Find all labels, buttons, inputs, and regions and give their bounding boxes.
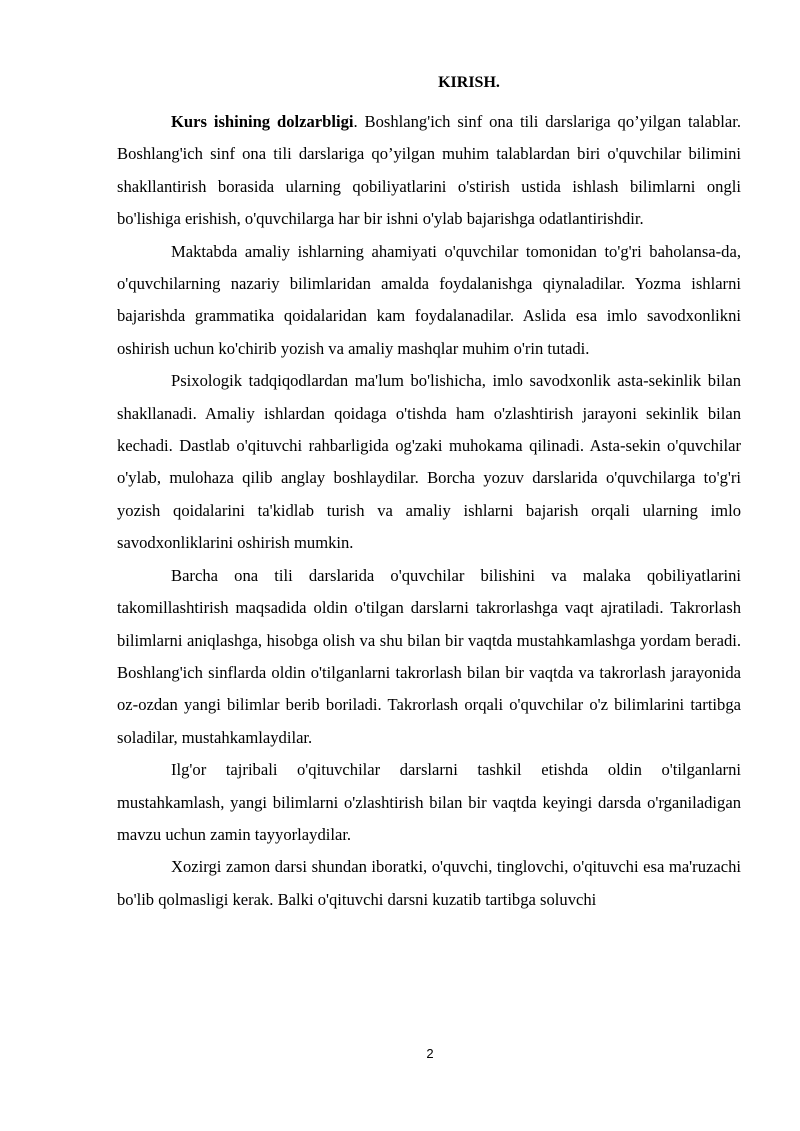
page-number: 2 [426, 1046, 434, 1061]
paragraph-text: Maktabda amaliy ishlarning ahamiyati o'quvchilar tomonidan to'g'ri baholansa-da, o'quvchilarning nazariy bilimlaridan amalda foydalanishga qiynaladilar. Yozma ishlarni bajarishda grammatika qoidalaridan kam foydalanadilar. Aslida esa imlo savodxonlikni oshirish uchun ko'chirib yozish va amaliy mashqlar muhim o'rin tutadi. [117, 241, 741, 358]
paragraph [117, 560, 741, 754]
paragraph-text: . Boshlang'ich sinf ona tili darslariga qo’yilgan talablar. Boshlang'ich sinf ona tili darslariga qo’yilgan muhim talablardan biri o'quvchilar bilimini shakllantirish borasida ularning qobiliyatlarini o'stirish ustida ishlash bilimlarni ongli bo'lishiga erishish, o'quvchilarga har bir ishni o'ylab bajarishga odatlantirishdir. [117, 112, 741, 229]
document-heading: KIRISH. [438, 74, 500, 91]
paragraph-text: Ilg'or tajribali o'qituvchilar darslarni tashkil etishda oldin o'tilganlarni mustahkamlash, yangi bilimlarni o'zlashtirish bilan bir vaqtda keyingi darsda o'rganiladigan mavzu uchun zamin tayyorlaydilar. [117, 760, 741, 844]
paragraph-lead: Kurs ishining dolzarbligi [171, 112, 354, 131]
paragraph [117, 754, 741, 851]
paragraph [117, 236, 741, 366]
paragraph [117, 851, 741, 916]
paragraph-text: Barcha ona tili darslarida o'quvchilar bilishini va malaka qobiliyatlarini takomillashtirish maqsadida oldin o'tilgan darslarni takrorlashga vaqt ajratiladi. Takrorlash bilimlarni aniqlashga, hisobga olish va shu bilan bir vaqtda mustahkamlashga yordam beradi. Boshlang'ich sinflarda oldin o'tilganlarni takrorlash bilan bir vaqtda va takrorlash jarayonida oz-ozdan yangi bilimlar berib boriladi. Takrorlash orqali o'quvchilar o'z bilimlarini tartibga soladilar, mustahkamlaydilar. [117, 565, 741, 747]
paragraph-relevance [117, 106, 741, 236]
paragraph-text: Psixologik tadqiqodlardan ma'lum bo'lishicha, imlo savodxonlik asta-sekinlik bilan shakllanadi. Amaliy ishlardan qoidaga o'tishda ham o'zlashtirish jarayoni sekinlik bilan kechadi. Dastlab o'qituvchi rahbarligida og'zaki muhokama qilinadi. Asta-sekin o'quvchilar o'ylab, mulohaza qilib anglay boshlaydilar. Borcha yozuv darslarida o'quvchilarga to'g'ri yozish qoidalarini ta'kidlab turish va amaliy ishlarni bajarish orqali ularning imlo savodxonliklarini oshirish mumkin. [117, 371, 741, 553]
document-page [117, 73, 741, 916]
paragraph [117, 365, 741, 559]
paragraph-text: Xozirgi zamon darsi shundan iboratki, o'quvchi, tinglovchi, o'qituvchi esa ma'ruzachi bo'lib qolmasligi kerak. Balki o'qituvchi darsni kuzatib tartibga soluvchi [117, 857, 741, 909]
